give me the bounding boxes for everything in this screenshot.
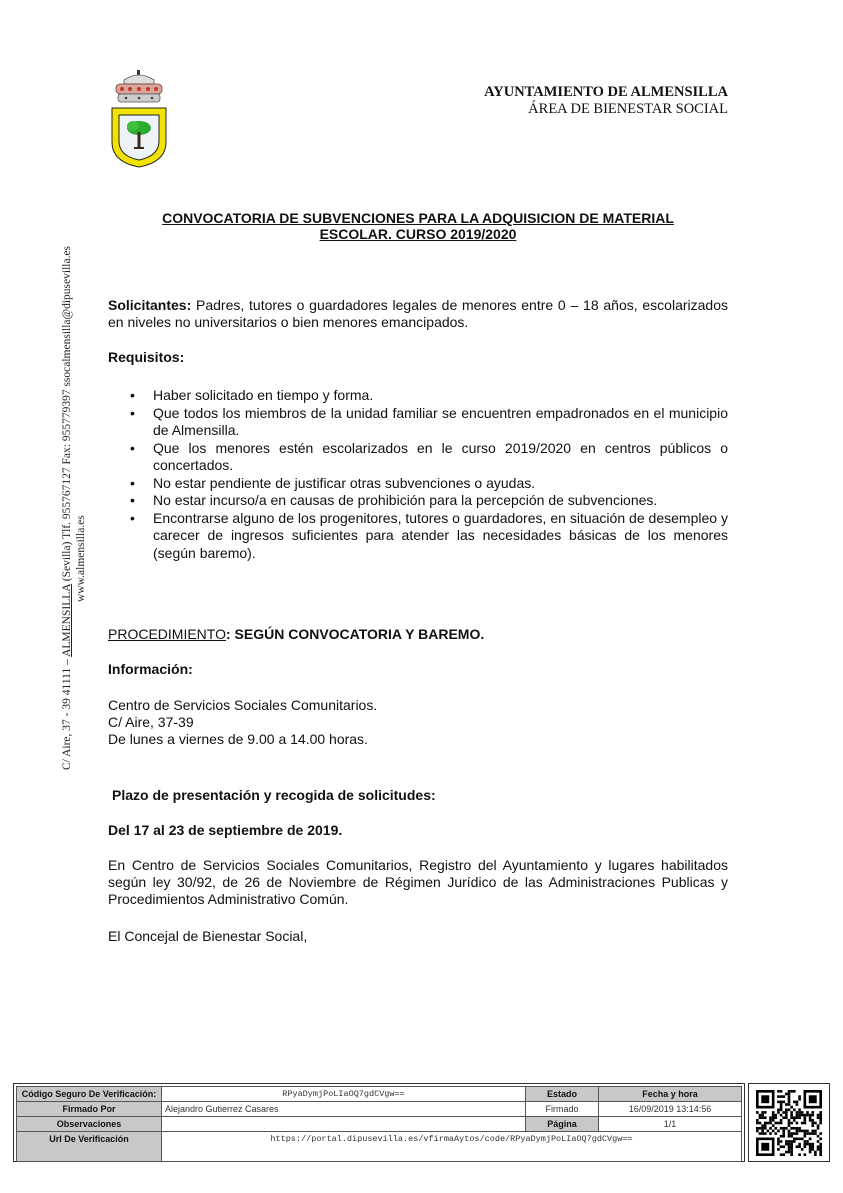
observaciones-value <box>162 1117 526 1132</box>
pagina-value: 1/1 <box>599 1117 742 1132</box>
firmado-por-label: Firmado Por <box>17 1102 162 1117</box>
list-item: • Que todos los miembros de la unidad familiar se encuentren empadronados en el municipio de Almensilla. <box>108 405 728 440</box>
informacion-details <box>108 697 728 748</box>
info-line: Centro de Servicios Sociales Comunitarios. <box>108 697 378 713</box>
sidebar-address: C/ Aire, 37 - 39 41111 – ALMENSILLA (Sevilla) Tlf. 955767127 Fax: 955779397 ssocalmensilla@dipusevilla.es <box>61 245 73 770</box>
plazo-heading: Plazo de presentación y recogida de solicitudes: <box>112 787 436 803</box>
solicitantes-text: Padres, tutores o guardadores legales de menores entre 0 – 18 años, escolarizados en niveles no universitarios o bien menores emancipados. <box>108 297 728 330</box>
requisitos-list <box>108 387 728 562</box>
csv-label: Código Seguro De Verificación: <box>17 1087 162 1102</box>
qr-code <box>748 1083 830 1162</box>
pagina-label: Página <box>526 1117 599 1132</box>
verification-table <box>13 1083 745 1162</box>
signature-line: El Concejal de Bienestar Social, <box>108 928 308 944</box>
sidebar-town: ALMENSILLA <box>61 584 73 657</box>
url-value[interactable]: https://portal.dipusevilla.es/vfirmaAytos/code/RPyaDymjPoLIaOQ7gdCVgw== <box>162 1132 742 1162</box>
fecha-label: Fecha y hora <box>599 1087 742 1102</box>
observaciones-label: Observaciones <box>17 1117 162 1132</box>
sidebar-website: www.almensilla.es <box>75 515 87 602</box>
plazo-dates: Del 17 al 23 de septiembre de 2019. <box>108 822 343 838</box>
plazo-text: En Centro de Servicios Sociales Comunitarios, Registro del Ayuntamiento y lugares habilitados según ley 30/92, de 26 de Noviembre de Régimen Jurídico de las Administraciones Publicas y Procedimientos Administrativo Común. <box>108 857 728 907</box>
coat-of-arms-icon <box>108 70 170 168</box>
organization-name: AYUNTAMIENTO DE ALMENSILLA <box>484 84 728 100</box>
info-line: De lunes a viernes de 9.00 a 14.00 horas. <box>108 731 368 747</box>
estado-value: Firmado <box>526 1102 599 1117</box>
estado-label: Estado <box>526 1087 599 1102</box>
info-line: C/ Aire, 37-39 <box>108 714 194 730</box>
fecha-value: 16/09/2019 13:14:56 <box>599 1102 742 1117</box>
procedimiento-label: PROCEDIMIENTO <box>108 626 226 642</box>
procedimiento-text: : SEGÚN CONVOCATORIA Y BAREMO. <box>225 626 485 642</box>
table-row <box>17 1117 742 1132</box>
list-item: • No estar incurso/a en causas de prohibición para la percepción de subvenciones. <box>108 492 728 510</box>
list-item: • Haber solicitado en tiempo y forma. <box>108 387 728 405</box>
requisitos-heading: Requisitos: <box>108 349 185 365</box>
document-title: CONVOCATORIA DE SUBVENCIONES PARA LA ADQUISICION DE MATERIAL ESCOLAR. CURSO 2019/2020 <box>162 210 674 242</box>
solicitantes-label: Solicitantes: <box>108 297 192 313</box>
csv-value: RPyaDymjPoLIaOQ7gdCVgw== <box>162 1087 526 1102</box>
table-row <box>17 1102 742 1117</box>
list-item: • No estar pendiente de justificar otras subvenciones o ayudas. <box>108 475 728 493</box>
solicitantes-paragraph <box>108 297 728 331</box>
firmado-por-value: Alejandro Gutierrez Casares <box>162 1102 526 1117</box>
table-row <box>17 1087 742 1102</box>
url-label: Url De Verificación <box>17 1132 162 1162</box>
qr-code-icon <box>756 1090 822 1156</box>
coat-of-arms-logo <box>108 70 170 168</box>
informacion-heading: Información: <box>108 661 193 677</box>
list-item: • Encontrarse alguno de los progenitores, tutores o guardadores, en situación de desempleo y carecer de ingresos suficientes para atender las necesidades básicas de los menores (según baremo). <box>108 510 728 563</box>
list-item: • Que los menores estén escolarizados en le curso 2019/2020 en centros públicos o concertados. <box>108 440 728 475</box>
table-row <box>17 1132 742 1162</box>
sidebar-contact-info <box>60 246 88 770</box>
procedimiento-line <box>108 626 728 643</box>
department-name: ÁREA DE BIENESTAR SOCIAL <box>528 101 728 117</box>
